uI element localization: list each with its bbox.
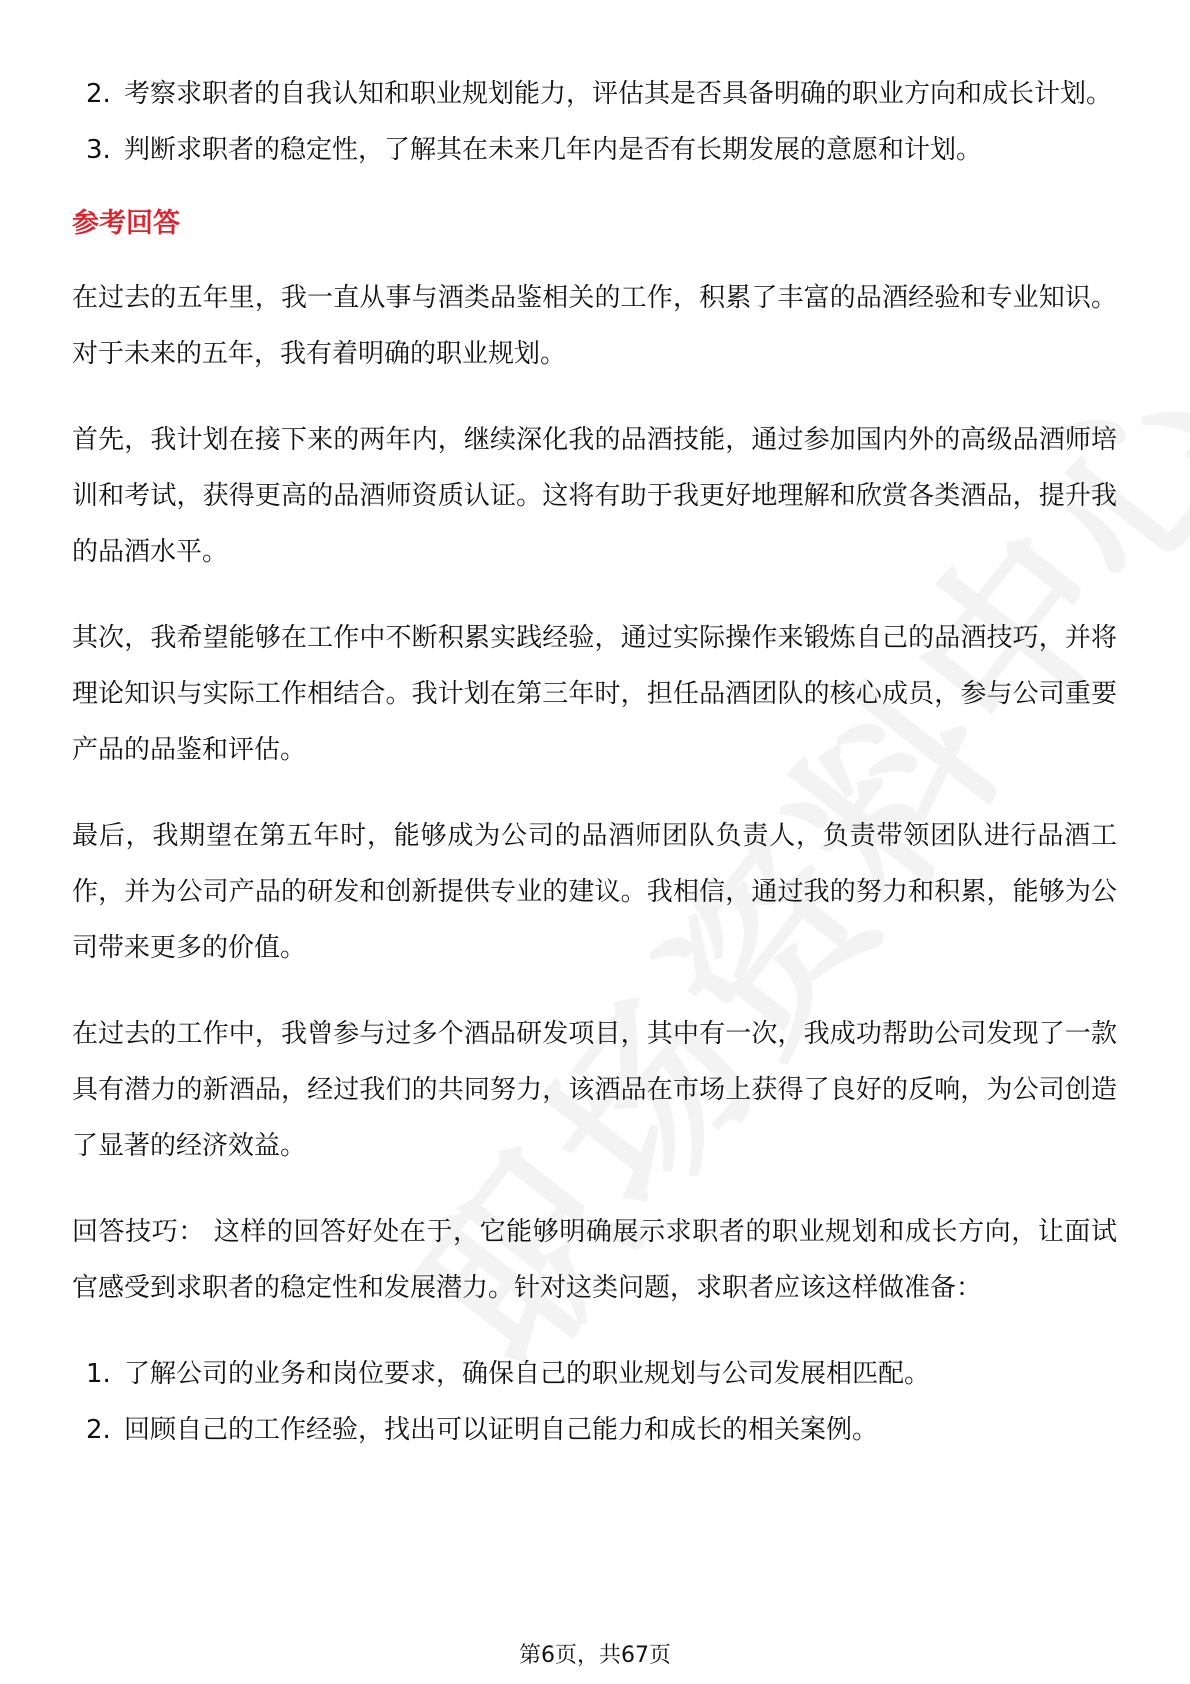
answer-paragraph: 在过去的五年里，我一直从事与酒类品鉴相关的工作，积累了丰富的品酒经验和专业知识。对于未来的五年，我有着明确的职业规划。 [72, 283, 1117, 369]
list-item [72, 122, 1117, 178]
answer-paragraph: 首先，我计划在接下来的两年内，继续深化我的品酒技能，通过参加国内外的高级品酒师培训和考试，获得更高的品酒师资质认证。这将有助于我更好地理解和欣赏各类酒品，提升我的品酒水平。 [72, 425, 1117, 567]
list-item-text: 回顾自己的工作经验，找出可以证明自己能力和成长的相关案例。 [124, 1415, 879, 1445]
list-item-number: 3. [86, 135, 111, 165]
bottom-numbered-list [72, 1346, 1117, 1458]
answer-paragraph: 在过去的工作中，我曾参与过多个酒品研发项目，其中有一次，我成功帮助公司发现了一款具有潜力的新酒品，经过我们的共同努力，该酒品在市场上获得了良好的反响，为公司创造了显著的经济效益。 [72, 1019, 1117, 1161]
answer-paragraph: 最后，我期望在第五年时，能够成为公司的品酒师团队负责人，负责带领团队进行品酒工作，并为公司产品的研发和创新提供专业的建议。我相信，通过我的努力和积累，能够为公司带来更多的价值。 [72, 821, 1117, 963]
list-item-number: 1. [86, 1359, 111, 1389]
top-numbered-list [72, 66, 1117, 178]
list-item-number: 2. [86, 1415, 111, 1445]
page-content [72, 66, 1117, 1458]
list-item [72, 66, 1117, 122]
list-item [72, 1346, 1117, 1402]
answer-paragraph: 其次，我希望能够在工作中不断积累实践经验，通过实际操作来锻炼自己的品酒技巧，并将理论知识与实际工作相结合。我计划在第三年时，担任品酒团队的核心成员，参与公司重要产品的品鉴和评估。 [72, 623, 1117, 765]
page-footer: 第6页，共67页 [519, 1643, 671, 1668]
tips-paragraph: 回答技巧： 这样的回答好处在于，它能够明确展示求职者的职业规划和成长方向，让面试官感受到求职者的稳定性和发展潜力。针对这类问题，求职者应该这样做准备： [72, 1217, 1117, 1303]
list-item-number: 2. [86, 79, 111, 109]
list-item-text: 了解公司的业务和岗位要求，确保自己的职业规划与公司发展相匹配。 [124, 1359, 931, 1389]
list-item-text: 考察求职者的自我认知和职业规划能力，评估其是否具备明确的职业方向和成长计划。 [124, 79, 1113, 109]
list-item-text: 判断求职者的稳定性，了解其在未来几年内是否有长期发展的意愿和计划。 [124, 135, 983, 165]
section-heading-reference-answer: 参考回答 [72, 208, 180, 239]
list-item [72, 1402, 1117, 1458]
